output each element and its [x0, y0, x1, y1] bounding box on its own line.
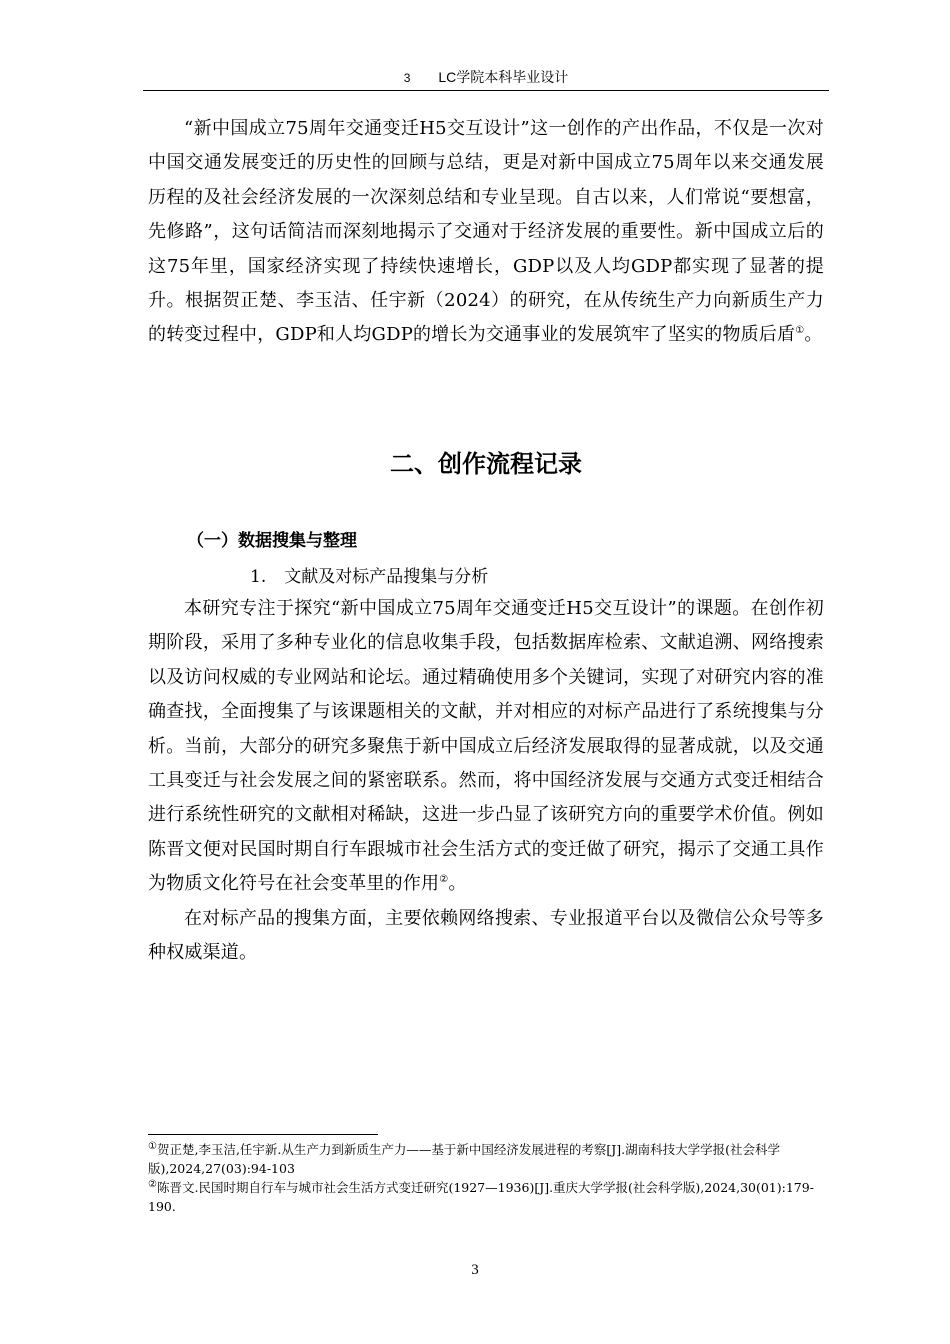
page-number: 3 — [471, 1262, 479, 1278]
numbered-item — [250, 562, 488, 587]
footnote-2-text: 陈晋文.民国时期自行车与城市社会生活方式变迁研究(1927—1936)[J].重庆大学学报(社会科学版),2024,30(01):179-190. — [148, 1180, 814, 1214]
footnotes — [148, 1140, 824, 1216]
footnote-2-mark: ② — [148, 1178, 157, 1190]
header-title: LC学院本科毕业设计 — [438, 69, 569, 85]
footnote-ref-2[interactable]: ② — [439, 874, 449, 886]
body-paragraph-1-text: 本研究专注于探究“新中国成立75周年交通变迁H5交互设计”的课题。在创作初期阶段，采用了多种专业化的信息收集手段，包括数据库检索、文献追溯、网络搜索以及访问权威的专业网站和论坛。通过精确使用多个关键词，实现了对研究内容的准确查找，全面搜集了与该课题相关的文献，并对相应的对标产品进行了系统搜集与分析。当前，大部分的研究多聚焦于新中国成立后经济发展取得的显著成就，以及交通工具变迁与社会发展之间的紧密联系。然而，将中国经济发展与交通方式变迁相结合进行系统性研究的文献相对稀缺，这进一步凸显了该研究方向的重要学术价值。例如陈晋文便对民国时期自行车跟城市社会生活方式的变迁做了研究，揭示了交通工具作为物质文化符号在社会变革里的作用 — [148, 598, 824, 895]
header-page-number: 3 — [403, 71, 411, 85]
item-number: 1. — [250, 567, 267, 587]
intro-paragraph-text: “新中国成立75周年交通变迁H5交互设计”这一创作的产出作品，不仅是一次对中国交通发展变迁的历史性的回顾与总结，更是对新中国成立75周年以来交通发展历程的及社会经济发展的一次深刻总结和专业呈现。自古以来，人们常说“要想富，先修路”，这句话简洁而深刻地揭示了交通对于经济发展的重要性。新中国成立后的这75年里，国家经济实现了持续快速增长，GDP以及人均GDP都实现了显著的提升。根据贺正楚、李玉洁、任宇新（2024）的研究，在从传统生产力向新质生产力的转变过程中，GDP和人均GDP的增长为交通事业的发展筑牢了坚实的物质后盾 — [148, 118, 824, 346]
footnote-2 — [148, 1178, 824, 1216]
footnote-1-text: 贺正楚,李玉洁,任宇新.从生产力到新质生产力——基于新中国经济发展进程的考察[J].湖南科技大学学报(社会科学版),2024,27(03):94-103 — [148, 1142, 781, 1176]
page-header — [143, 64, 829, 91]
body-paragraph-2: 在对标产品的搜集方面，主要依赖网络搜索、专业报道平台以及微信公众号等多种权威渠道。 — [148, 907, 824, 964]
body-paragraph-1-end: 。 — [448, 873, 467, 895]
footnote-1 — [148, 1140, 824, 1178]
body-section — [148, 592, 824, 970]
intro-paragraph-end: 。 — [804, 324, 823, 346]
body-paragraph-1 — [148, 592, 824, 902]
footnote-divider — [148, 1134, 378, 1135]
subsection-title: （一）数据搜集与整理 — [187, 531, 357, 551]
intro-section — [148, 112, 824, 353]
footnote-1-mark: ① — [148, 1140, 157, 1152]
section-title: 二、创作流程记录 — [390, 450, 582, 478]
footnote-ref-1[interactable]: ① — [795, 325, 805, 337]
item-label: 文献及对标产品搜集与分析 — [284, 567, 489, 587]
intro-paragraph — [148, 112, 824, 353]
